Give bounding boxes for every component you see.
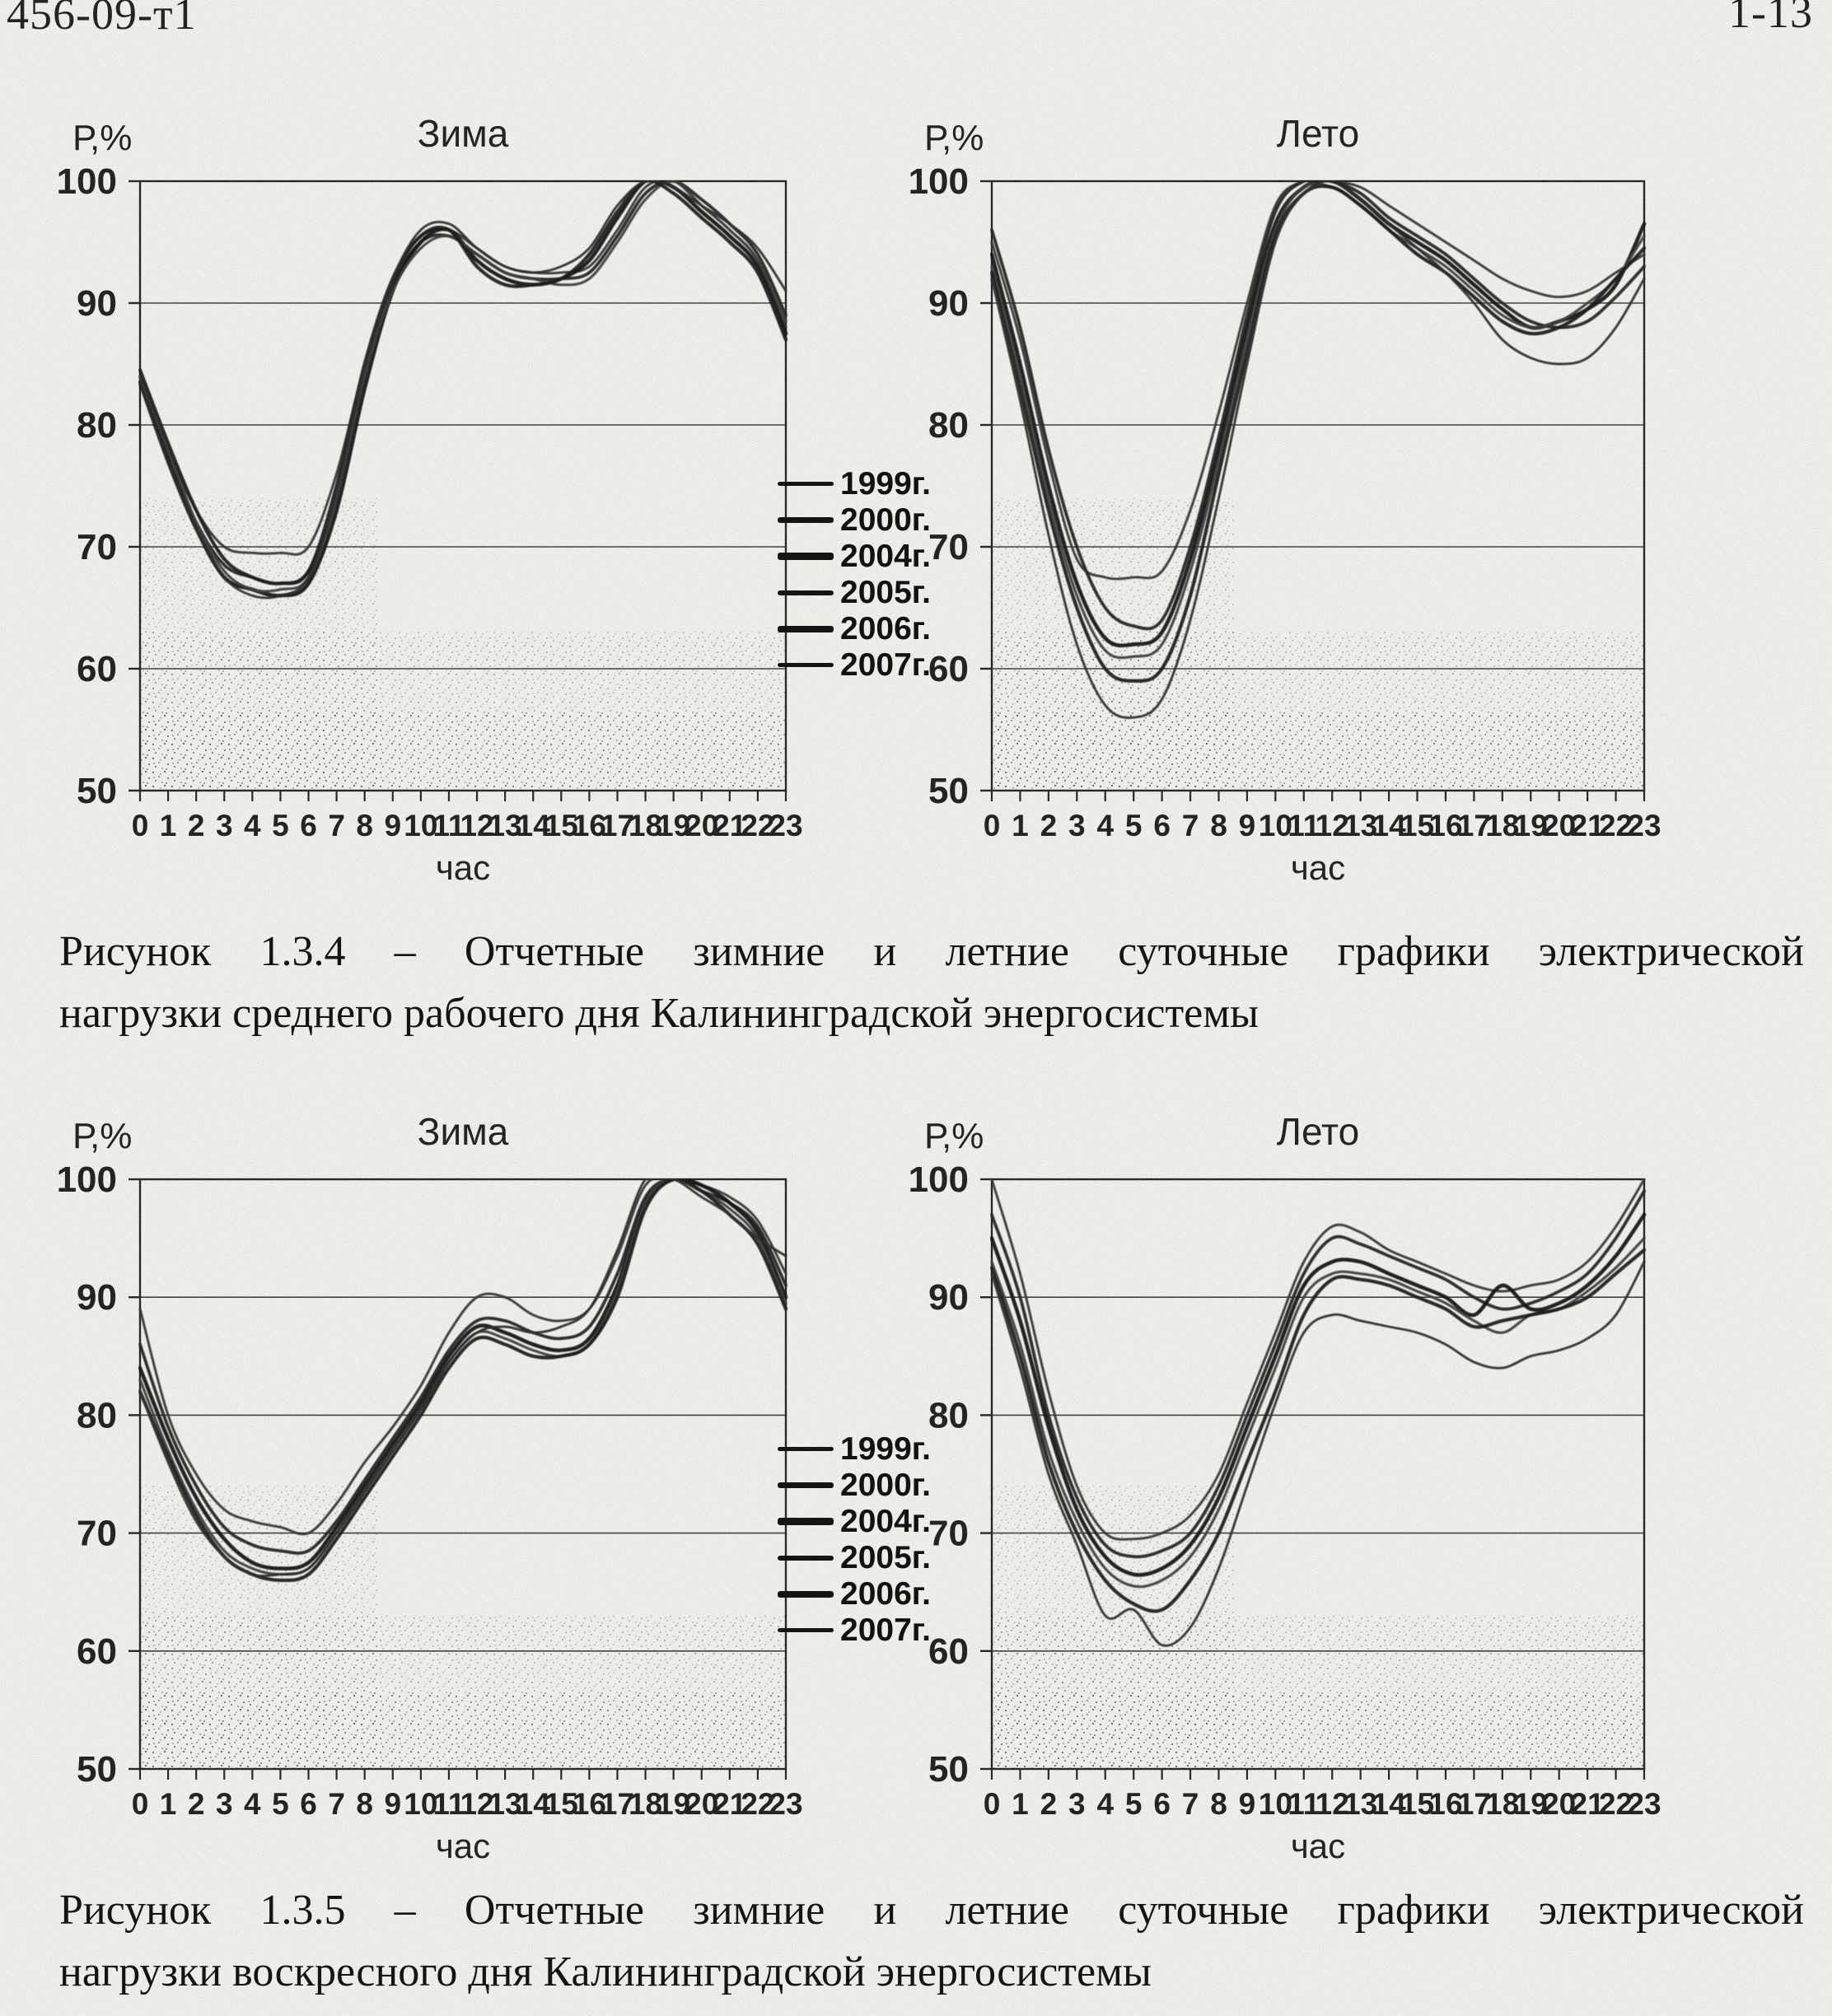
caption-line: нагрузки среднего рабочего дня Калининградской энергосистемы <box>59 990 1260 1038</box>
legend-item <box>778 1430 931 1467</box>
figure-134-legend <box>778 465 931 683</box>
legend-item <box>778 1612 931 1648</box>
legend-year-label: 2006г. <box>840 610 931 646</box>
legend-year-label: 1999г. <box>840 465 931 502</box>
caption-line: нагрузки воскресного дня Калининградской энергосистемы <box>59 1948 1152 1996</box>
legend-item <box>778 1503 931 1539</box>
legend-line-swatch <box>778 517 834 523</box>
legend-item <box>778 465 931 502</box>
caption-line: Рисунок 1.3.4 – Отчетные зимние и летние суточные графики электрической <box>59 928 1804 975</box>
caption-line: Рисунок 1.3.5 – Отчетные зимние и летние суточные графики электрической <box>59 1887 1804 1934</box>
legend-line-swatch <box>778 1628 834 1632</box>
legend-item <box>778 574 931 610</box>
legend-line-swatch <box>778 1447 834 1451</box>
legend-year-label: 2006г. <box>840 1575 931 1612</box>
legend-line-swatch <box>778 1591 834 1598</box>
legend-line-swatch <box>778 482 834 486</box>
legend-year-label: 1999г. <box>840 1430 931 1467</box>
legend-item <box>778 538 931 574</box>
figure-135-legend <box>778 1430 931 1648</box>
legend-line-swatch <box>778 1556 834 1561</box>
legend-year-label: 2007г. <box>840 646 931 683</box>
legend-item <box>778 502 931 538</box>
legend-item <box>778 1575 931 1612</box>
legend-year-label: 2000г. <box>840 1467 931 1503</box>
legend-year-label: 2007г. <box>840 1612 931 1648</box>
figure-134-caption <box>59 921 1804 1045</box>
legend-line-swatch <box>778 626 834 632</box>
legend-year-label: 2004г. <box>840 538 931 574</box>
legend-line-swatch <box>778 1518 834 1525</box>
legend-line-swatch <box>778 663 834 667</box>
legend-year-label: 2004г. <box>840 1503 931 1539</box>
legend-year-label: 2005г. <box>840 1539 931 1575</box>
legend-line-swatch <box>778 1482 834 1488</box>
legend-year-label: 2000г. <box>840 502 931 538</box>
legend-line-swatch <box>778 590 834 595</box>
legend-item <box>778 610 931 646</box>
legend-item <box>778 1467 931 1503</box>
legend-year-label: 2005г. <box>840 574 931 610</box>
legend-item <box>778 1539 931 1575</box>
legend-item <box>778 646 931 683</box>
legend-line-swatch <box>778 553 834 560</box>
figure-135-caption <box>59 1879 1804 2004</box>
